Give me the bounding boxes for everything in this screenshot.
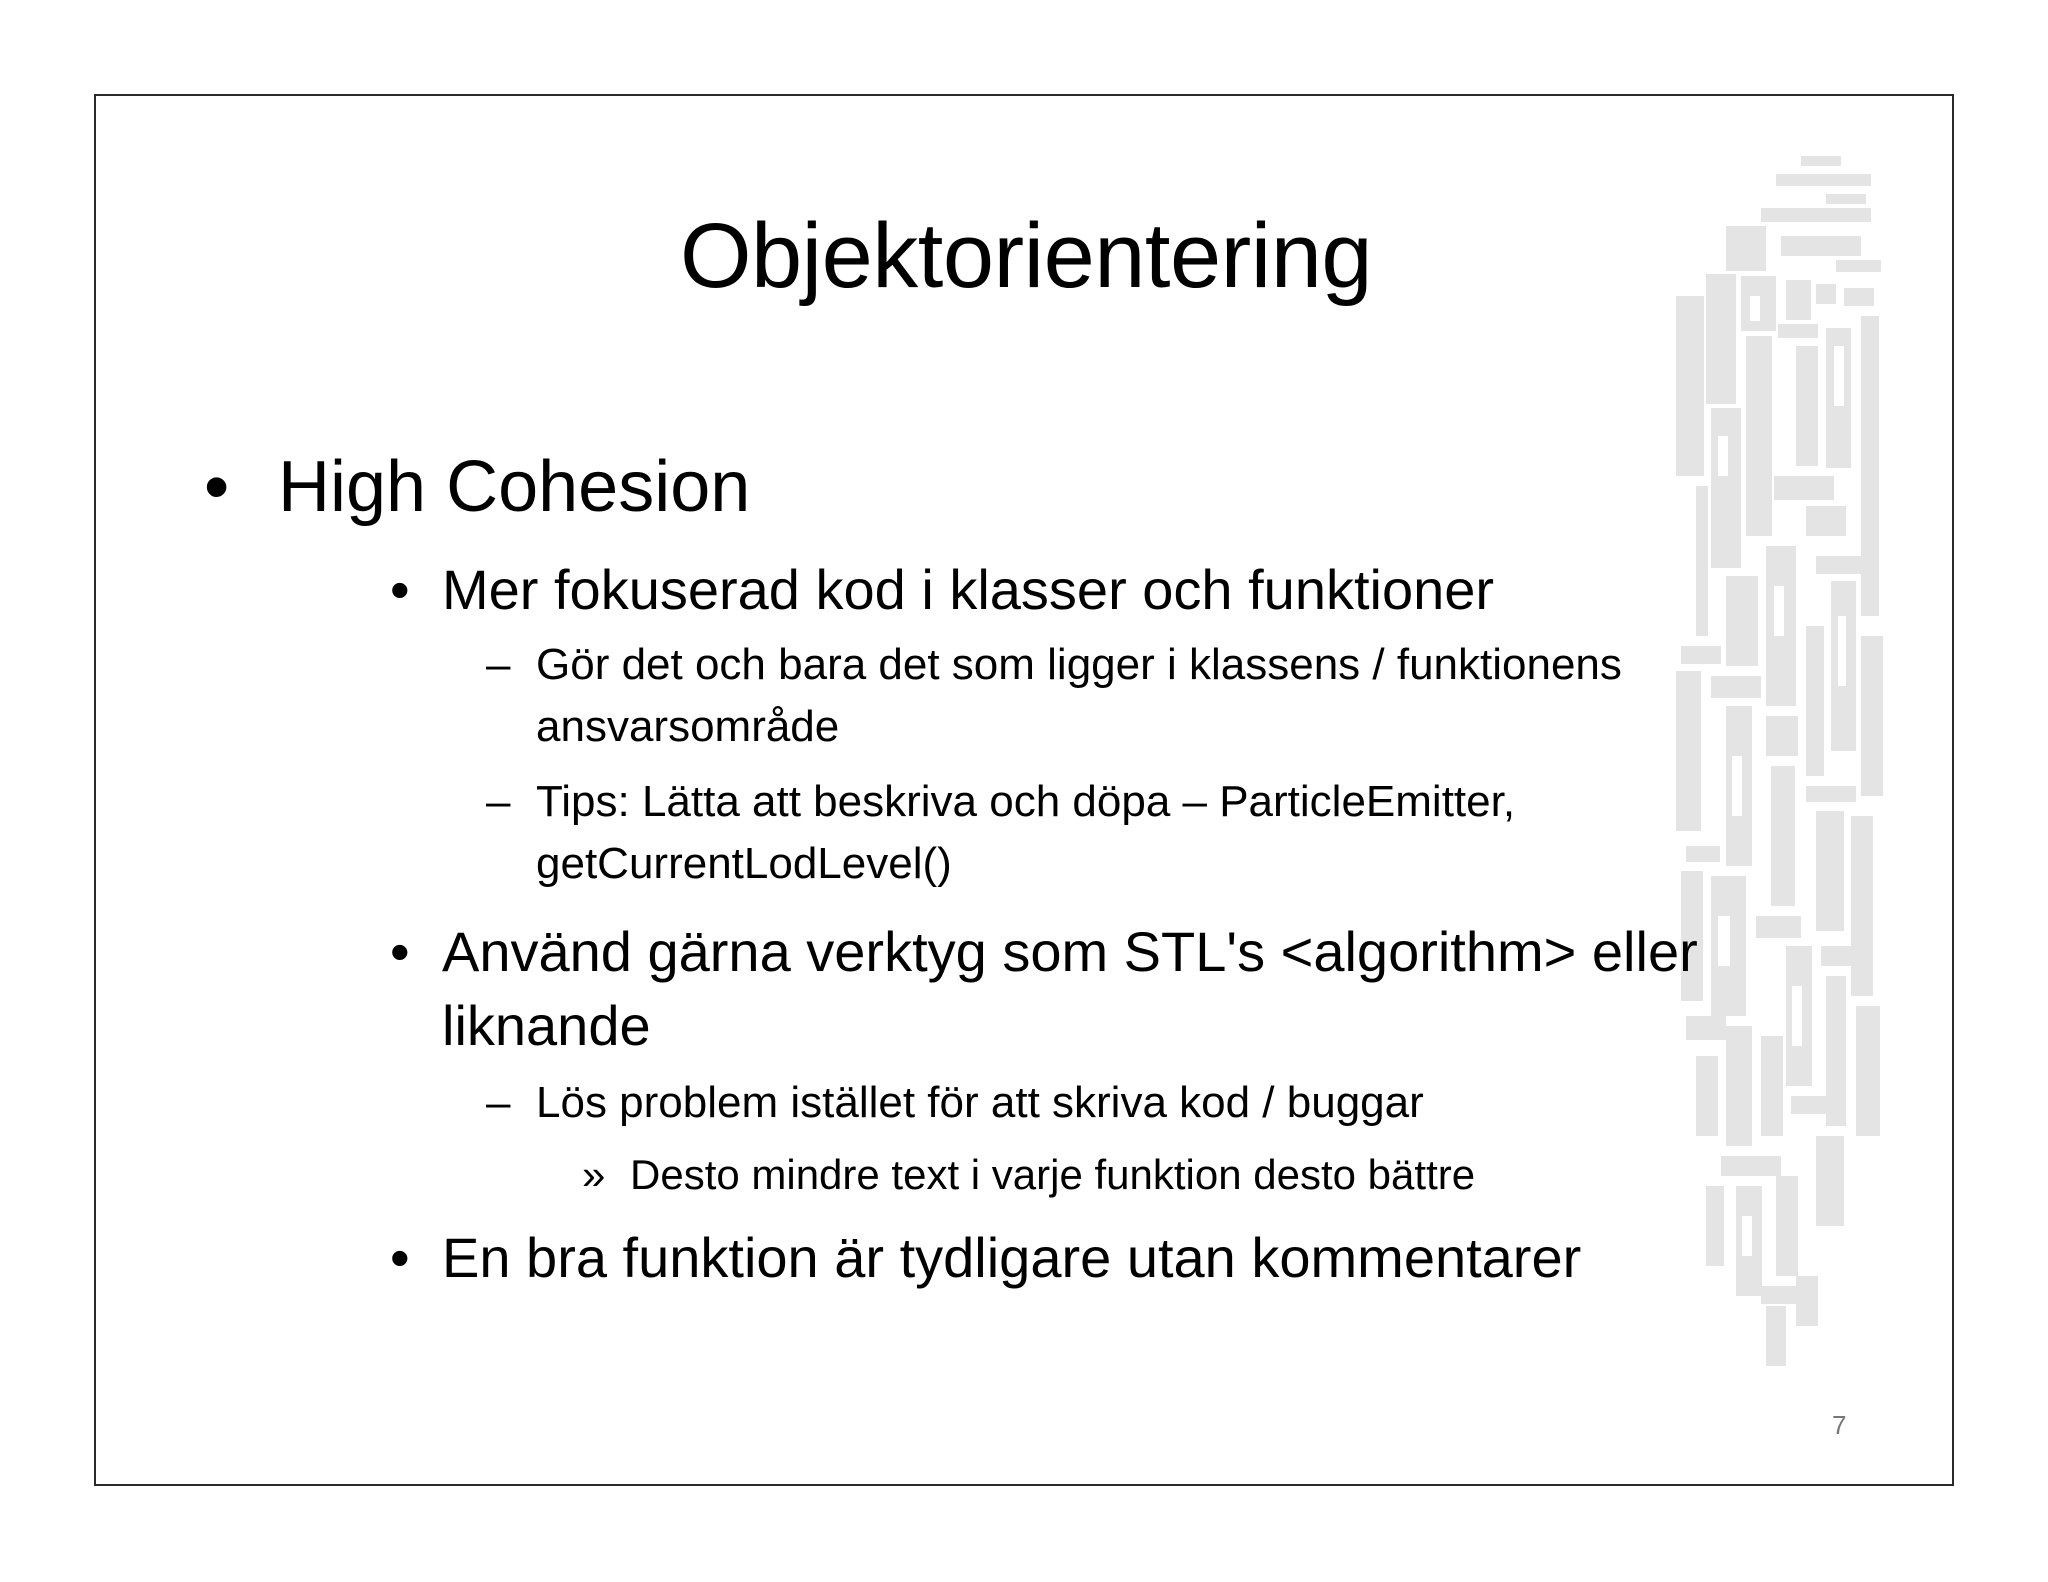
sub-bullet-responsibility: Gör det och bara det som ligger i klassens / funktionens — [536, 640, 1622, 689]
bullet-focused-code: Mer fokuserad kod i klasser och funktioner — [442, 558, 1495, 621]
sub-bullet-solve-problems: Lös problem istället för att skriva kod / buggar — [536, 1078, 1424, 1127]
bullet-marker: • — [390, 1226, 410, 1289]
circuit-decoration-icon — [1666, 156, 1906, 1456]
bullet-marker: • — [390, 920, 410, 983]
page-number: 7 — [1832, 1410, 1847, 1440]
sub-sub-bullet-less-text: Desto mindre text i varje funktion desto bättre — [630, 1151, 1476, 1198]
chevron-marker: » — [582, 1151, 606, 1198]
bullet-marker: • — [204, 447, 230, 527]
bullet-good-function: En bra funktion är tydligare utan kommentarer — [442, 1226, 1582, 1289]
bullet-marker: • — [390, 558, 410, 621]
dash-marker: – — [486, 1078, 511, 1127]
bullet-use-tools: Använd gärna verktyg som STL's <algorithm> eller — [442, 920, 1698, 983]
bullet-high-cohesion: High Cohesion — [278, 447, 751, 527]
slide-title: Objektorientering — [679, 205, 1373, 307]
dash-marker: – — [486, 640, 511, 689]
sub-bullet-tips-cont: getCurrentLodLevel() — [536, 839, 952, 888]
sub-bullet-responsibility-cont: ansvarsområde — [536, 702, 840, 751]
dash-marker: – — [486, 777, 511, 826]
slide — [94, 94, 1954, 1486]
bullet-use-tools-cont: liknande — [442, 994, 651, 1057]
sub-bullet-tips: Tips: Lätta att beskriva och döpa – ParticleEmitter, — [536, 777, 1516, 826]
